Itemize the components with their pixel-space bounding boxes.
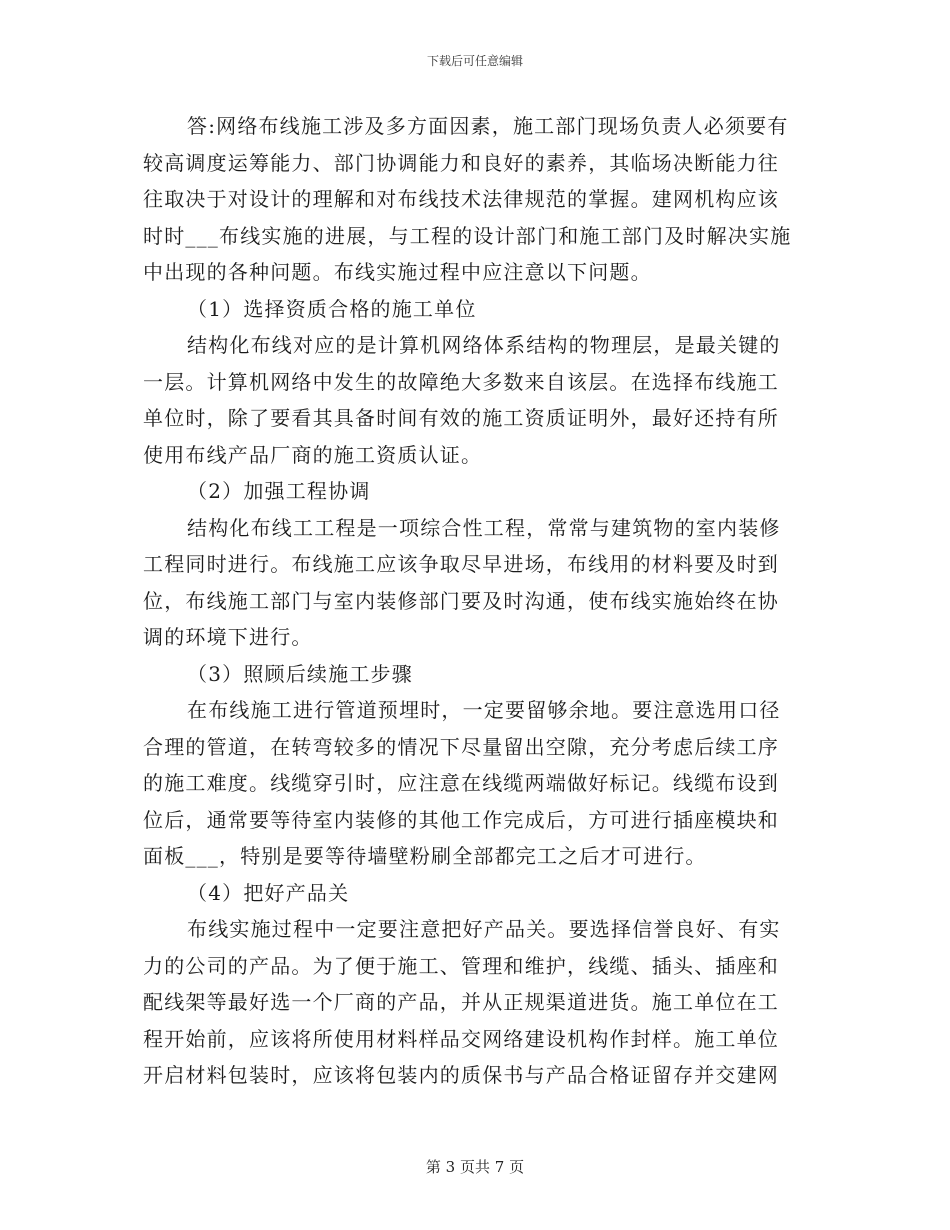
text-line: 一层。计算机网络中发生的故障绝大多数来自该层。在选择布线施工	[143, 369, 779, 394]
text-line: 配线架等最好选一个厂商的产品，并从正规渠道进货。施工单位在工	[143, 990, 779, 1014]
text-line: 中出现的各种问题。布线实施过程中应注意以下问题。	[143, 260, 652, 284]
text-line: 开启材料包装时，应该将包装内的质保书与产品合格证留存并交建网	[143, 1063, 779, 1087]
text-line: （4）把好产品关	[187, 880, 350, 905]
text-line: 工程同时进行。布线施工应该争取尽早进场，布线用的材料要及时到	[143, 552, 779, 576]
page-footer: 第 3 页共 7 页	[425, 1158, 525, 1176]
text-line: 使用布线产品厂商的施工资质认证。	[143, 442, 483, 467]
text-line: 调的环境下进行。	[143, 625, 313, 649]
text-line: 的施工难度。线缆穿引时，应注意在线缆两端做好标记。线缆布设到	[143, 771, 779, 795]
text-line: （3）照顾后续施工步骤	[187, 661, 413, 686]
text-line: 较高调度运筹能力、部门协调能力和良好的素养，其临场决断能力往	[143, 150, 779, 175]
text-line: 结构化布线对应的是计算机网络体系结构的物理层，是最关键的	[187, 333, 781, 357]
page-header: 下载后可任意编辑	[426, 54, 523, 68]
text-line: 单位时，除了要看其具备时间有效的施工资质证明外，最好还持有所	[143, 406, 779, 430]
text-line: 位后，通常要等待室内装修的其他工作完成后，方可进行插座模块和	[143, 807, 779, 832]
text-line: 结构化布线工工程是一项综合性工程，常常与建筑物的室内装修	[187, 515, 781, 540]
text-line: 时时___布线实施的进展，与工程的设计部门和施工部门及时解决实施	[143, 223, 792, 248]
text-line: 合理的管道，在转弯较多的情况下尽量留出空隙，充分考虑后续工序	[143, 734, 779, 759]
text-line: 程开始前，应该将所使用材料样品交网络建设机构作封样。施工单位	[143, 1026, 779, 1051]
text-line: 在布线施工进行管道预埋时，一定要留够余地。要注意选用口径	[187, 698, 781, 722]
text-line: 往取决于对设计的理解和对布线技术法律规范的掌握。建网机构应该	[143, 187, 779, 211]
text-line: 布线实施过程中一定要注意把好产品关。要选择信誉良好、有实	[187, 917, 781, 941]
text-line: 力的公司的产品。为了便于施工、管理和维护，线缆、插头、插座和	[143, 953, 779, 978]
text-line: （1）选择资质合格的施工单位	[187, 296, 477, 321]
document-body	[143, 108, 808, 1094]
text-line: （2）加强工程协调	[187, 479, 371, 503]
text-line: 答:网络布线施工涉及多方面因素，施工部门现场负责人必须要有	[187, 114, 789, 138]
text-line: 位，布线施工部门与室内装修部门要及时沟通，使布线实施始终在协	[143, 588, 779, 613]
text-line: 面板___，特别是要等待墙壁粉刷全部都完工之后才可进行。	[143, 844, 707, 868]
